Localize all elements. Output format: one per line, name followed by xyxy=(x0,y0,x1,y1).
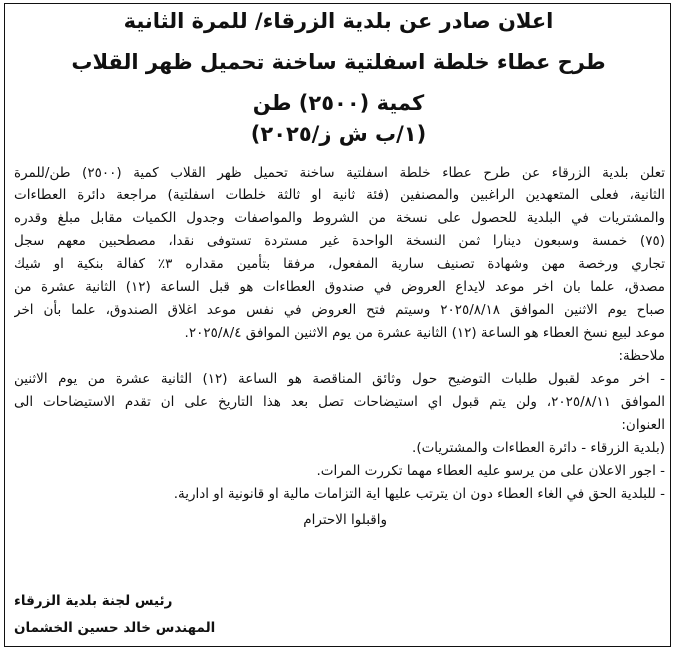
body-line: موعد لبيع نسخ العطاء هو الساعة (١٢) الثانية عشرة من يوم الاثنين الموافق ٢٠٢٥/٨/٤. xyxy=(184,325,665,341)
tender-subject: طرح عطاء خلطة اسفلتية ساخنة تحميل ظهر القلاب xyxy=(71,50,606,74)
body-line: تعلن بلدية الزرقاء عن طرح عطاء خلطة اسفلتية ساخنة تحميل ظهر القلاب كمية (٢٥٠٠) طن/للمرة xyxy=(14,165,665,181)
body-line: صباح يوم الاثنين الموافق ٢٠٢٥/٨/١٨ وسيتم فتح العروض في نفس موعد اغلاق الصندوق، علما بأن اخر xyxy=(14,302,665,318)
tender-reference: (١/ب ش ز/٢٠٢٥) xyxy=(250,122,427,146)
closing-phrase: واقبلوا الاحترام xyxy=(303,512,387,528)
signatory-name: المهندس خالد حسين الخشمان xyxy=(14,620,216,636)
notes-heading: ملاحظة: xyxy=(618,348,665,364)
body-line: مصدق، علما بان اخر موعد لايداع العروض في صندوق العطاءات هو قبل الساعة (١٢) الثانية عشرة من xyxy=(14,279,665,295)
note-line: - اخر موعد لقبول طلبات التوضيح حول وثائق المناقصة هو الساعة (١٢) الثانية عشرة من يوم الاثنين xyxy=(14,371,665,387)
note-line: (بلدية الزرقاء - دائرة العطاءات والمشتريات). xyxy=(412,440,665,456)
note-line: - للبلدية الحق في الغاء العطاء دون ان يترتب عليها اية التزامات مالية او قانونية او ادارية. xyxy=(173,486,665,502)
tender-quantity: كمية (٢٥٠٠) طن xyxy=(252,91,425,115)
note-line: الموافق ٢٠٢٥/٨/١١، ولن يتم قبول اي استيضاحات تصل بعد هذا التاريخ على ان تقدم الاستيضاحات الى xyxy=(14,394,665,410)
body-line: (٧٥) خمسة وسبعون دينارا ثمن النسخة الواحدة غير مستردة تستوفى نقدا، مصطحبين معهم سجل xyxy=(14,233,665,249)
body-line: والمشتريات في البلدية للحصول على نسخة من الشروط والمواصفات وجدول الكميات مقابل مبلغ وقدره xyxy=(14,210,665,226)
note-line: - اجور الاعلان على من يرسو عليه العطاء مهما تكررت المرات. xyxy=(316,463,665,479)
note-line: العنوان: xyxy=(621,417,665,433)
body-line: الثانية، فعلى المتعهدين الراغبين والمصنفين (فئة ثانية او ثالثة خلطات اسفلتية) مراجعة دائرة العطاءات xyxy=(14,187,665,203)
body-line: تجاري ورخصة مهن وشهادة تصنيف سارية المفعول، مرفقا بتأمين مقداره ٣٪ كفالة بنكية او شيك xyxy=(14,256,665,272)
signatory-title: رئيس لجنة بلدية الزرقاء xyxy=(14,593,173,609)
notice-title: اعلان صادر عن بلدية الزرقاء/ للمرة الثانية xyxy=(123,9,554,33)
